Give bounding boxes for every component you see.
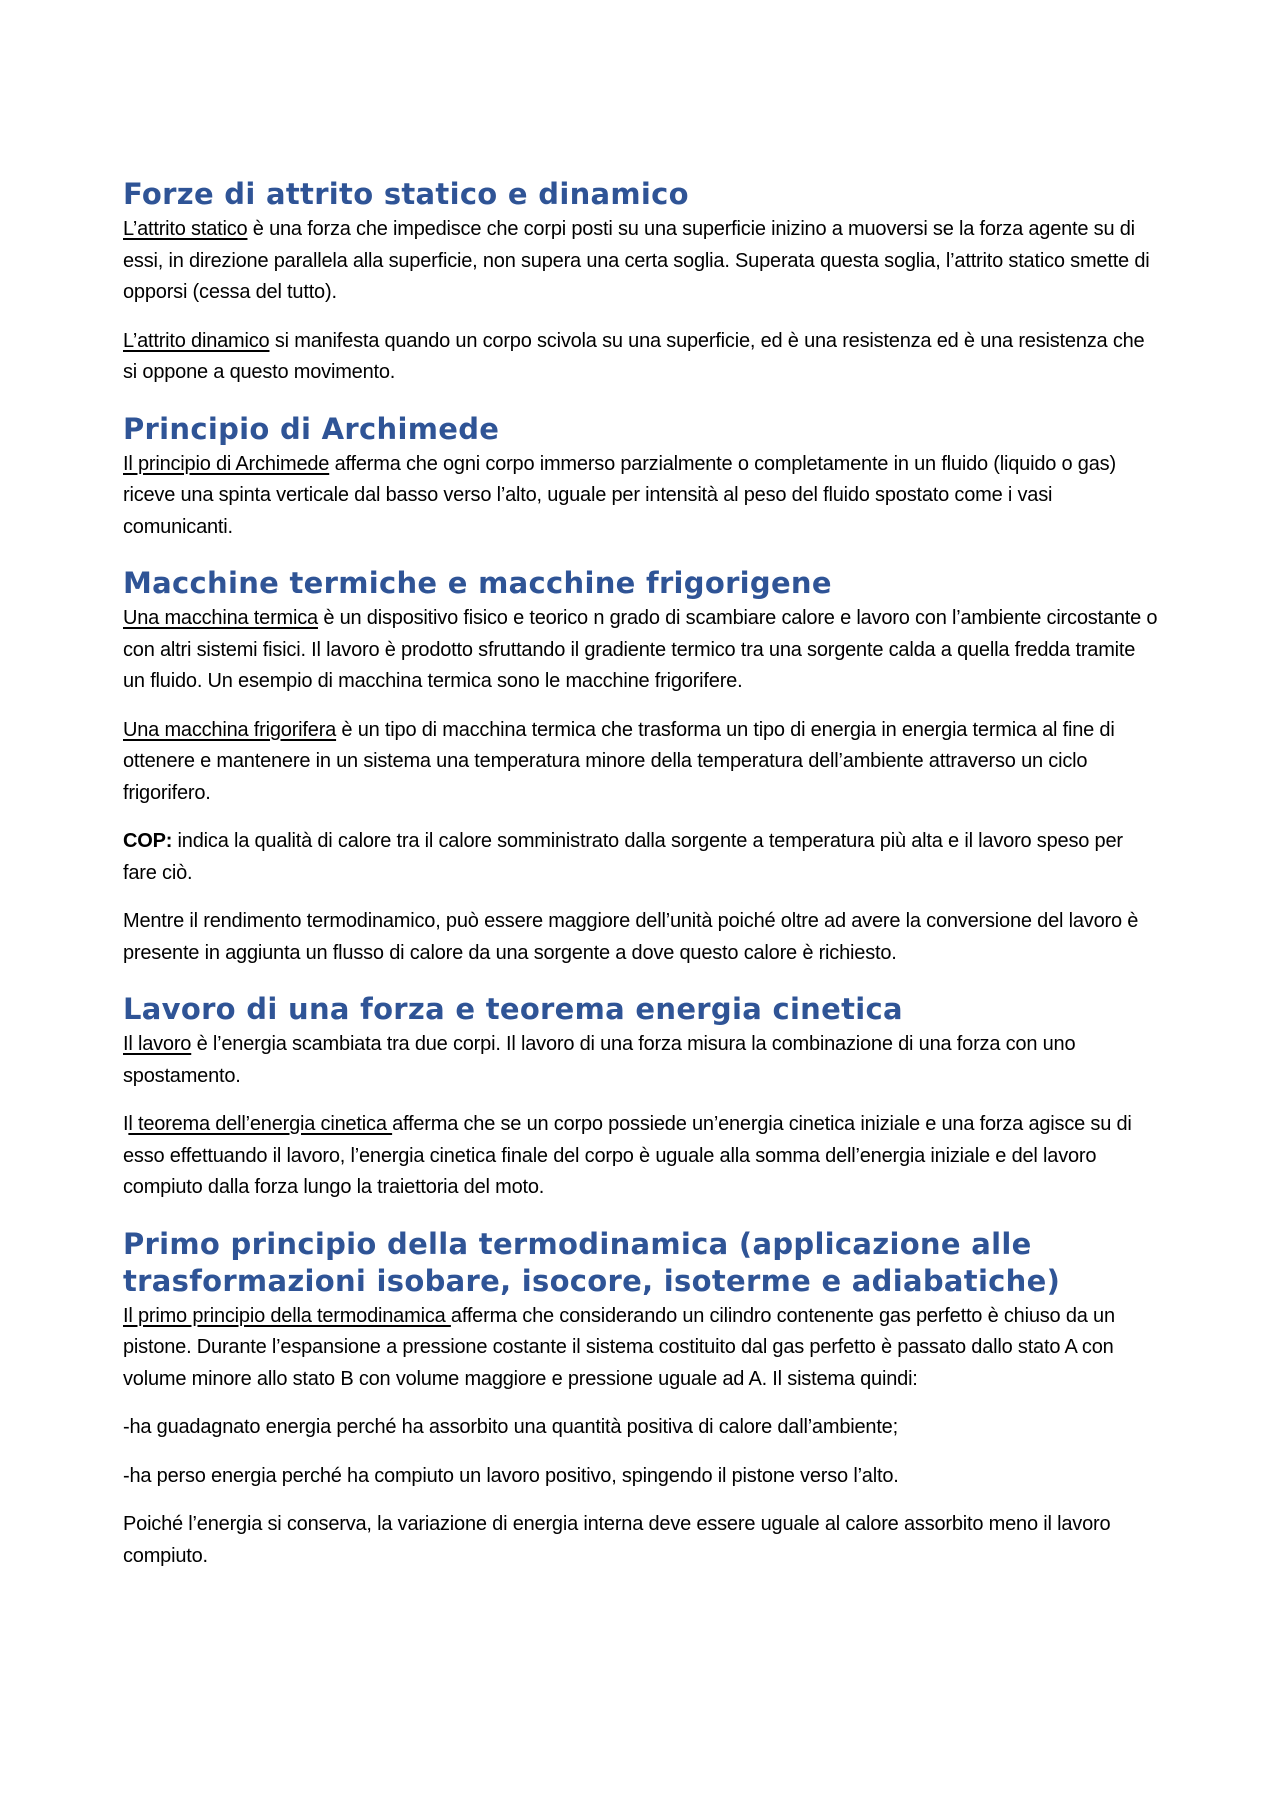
section-heading: Forze di attrito statico e dinamico — [123, 177, 689, 211]
paragraph-text: afferma che se un corpo possiede un’energia cinetica iniziale e una forza agisce su di esso effettuando il lavoro, l’energia cinetica finale del corpo è uguale alla somma dell’energia iniziale e del lavoro compiuto dalla forza lungo la traiettoria del moto. — [123, 1113, 1132, 1198]
paragraph-prefix: I — [123, 1113, 129, 1135]
paragraph — [123, 1509, 1158, 1572]
bold-label: COP: — [123, 830, 173, 852]
paragraph-text: Mentre il rendimento termodinamico, può essere maggiore dell’unità poiché oltre ad avere la conversione del lavoro è presente in aggiunta un flusso di calore da una sorgente a dove questo calore è richiesto. — [123, 910, 1139, 964]
paragraph-text: afferma che considerando un cilindro contenente gas perfetto è chiuso da un pistone. Durante l’espansione a pressione costante il sistema costituito dal gas perfetto è passato dallo stato A con volume minore allo stato B con volume maggiore e pressione uguale ad A. Il sistema quindi: — [123, 1304, 1115, 1390]
underlined-term: Il principio di Archimede — [123, 452, 330, 475]
paragraph — [123, 1412, 1158, 1444]
underlined-term: L’attrito dinamico — [123, 329, 270, 352]
paragraph-text: è un dispositivo fisico e teorico n grado di scambiare calore e lavoro con l’ambiente circostante o con altri sistemi fisici. Il lavoro è prodotto sfruttando il gradiente termico tra una sorgente calda a quella fredda tramite un fluido. Un esempio di macchina termica sono le macchine frigorifere. — [123, 607, 1158, 692]
paragraph-text: è l’energia scambiata tra due corpi. Il lavoro di una forza misura la combinazione di una forza con uno spostamento. — [123, 1033, 1076, 1087]
paragraph — [123, 603, 1158, 698]
paragraph-text: -ha perso energia perché ha compiuto un lavoro positivo, spingendo il pistone verso l’alto. — [123, 1464, 899, 1487]
paragraph — [123, 449, 1158, 544]
paragraph — [123, 826, 1158, 889]
underlined-term: L’attrito statico — [123, 218, 248, 240]
paragraph — [123, 1029, 1158, 1092]
underlined-term: Una macchina termica — [123, 607, 318, 629]
underlined-term: Il primo principio della termodinamica — [123, 1304, 451, 1327]
section-heading: Primo principio della termodinamica (applicazione alle trasformazioni isobare, isocore, isoterme e adiabatiche) — [123, 1226, 1061, 1298]
paragraph — [123, 326, 1158, 389]
paragraph-text: si manifesta quando un corpo scivola su una superficie, ed è una resistenza ed è una resistenza che si oppone a questo movimento. — [123, 329, 1145, 383]
paragraph — [123, 1461, 1158, 1493]
section-lavoro — [123, 991, 1158, 1204]
paragraph-text: è una forza che impedisce che corpi posti su una superficie inizino a muoversi se la forza agente su di essi, in direzione parallela alla superficie, non supera una certa soglia. Superata questa soglia, l’attrito statico smette di opporsi (cessa del tutto). — [123, 218, 1150, 303]
underlined-term: Una macchina frigorifera — [123, 718, 337, 741]
paragraph — [123, 715, 1158, 810]
paragraph-text: afferma che ogni corpo immerso parzialmente o completamente in un fluido (liquido o gas) riceve una spinta verticale dal basso verso l’alto, uguale per intensità al peso del fluido spostato come i vasi comunicanti. — [123, 452, 1116, 538]
underlined-term: l teorema dell’energia cinetica — [128, 1113, 393, 1135]
paragraph — [123, 214, 1158, 309]
paragraph — [123, 1301, 1158, 1396]
paragraph-text: indica la qualità di calore tra il calore somministrato dalla sorgente a temperatura più alta e il lavoro speso per fare ciò. — [123, 830, 1123, 884]
document-page — [123, 176, 1158, 1589]
paragraph — [123, 1109, 1158, 1204]
section-archimede — [123, 411, 1158, 544]
paragraph — [123, 906, 1158, 969]
section-heading: Macchine termiche e macchine frigorigene — [123, 566, 832, 600]
section-macchine — [123, 565, 1158, 969]
underlined-term: Il lavoro — [123, 1033, 192, 1055]
paragraph-text: è un tipo di macchina termica che trasforma un tipo di energia in energia termica al fine di ottenere e mantenere in un sistema una temperatura minore della temperatura dell’ambiente attraverso un ciclo frigorifero. — [123, 718, 1115, 804]
section-heading: Lavoro di una forza e teorema energia cinetica — [123, 992, 903, 1026]
paragraph-text: -ha guadagnato energia perché ha assorbito una quantità positiva di calore dall’ambiente; — [123, 1416, 898, 1438]
section-heading: Principio di Archimede — [123, 411, 500, 446]
section-attrito — [123, 176, 1158, 389]
paragraph-text: Poiché l’energia si conserva, la variazione di energia interna deve essere uguale al calore assorbito meno il lavoro compiuto. — [123, 1513, 1111, 1567]
section-primo-principio — [123, 1226, 1158, 1573]
